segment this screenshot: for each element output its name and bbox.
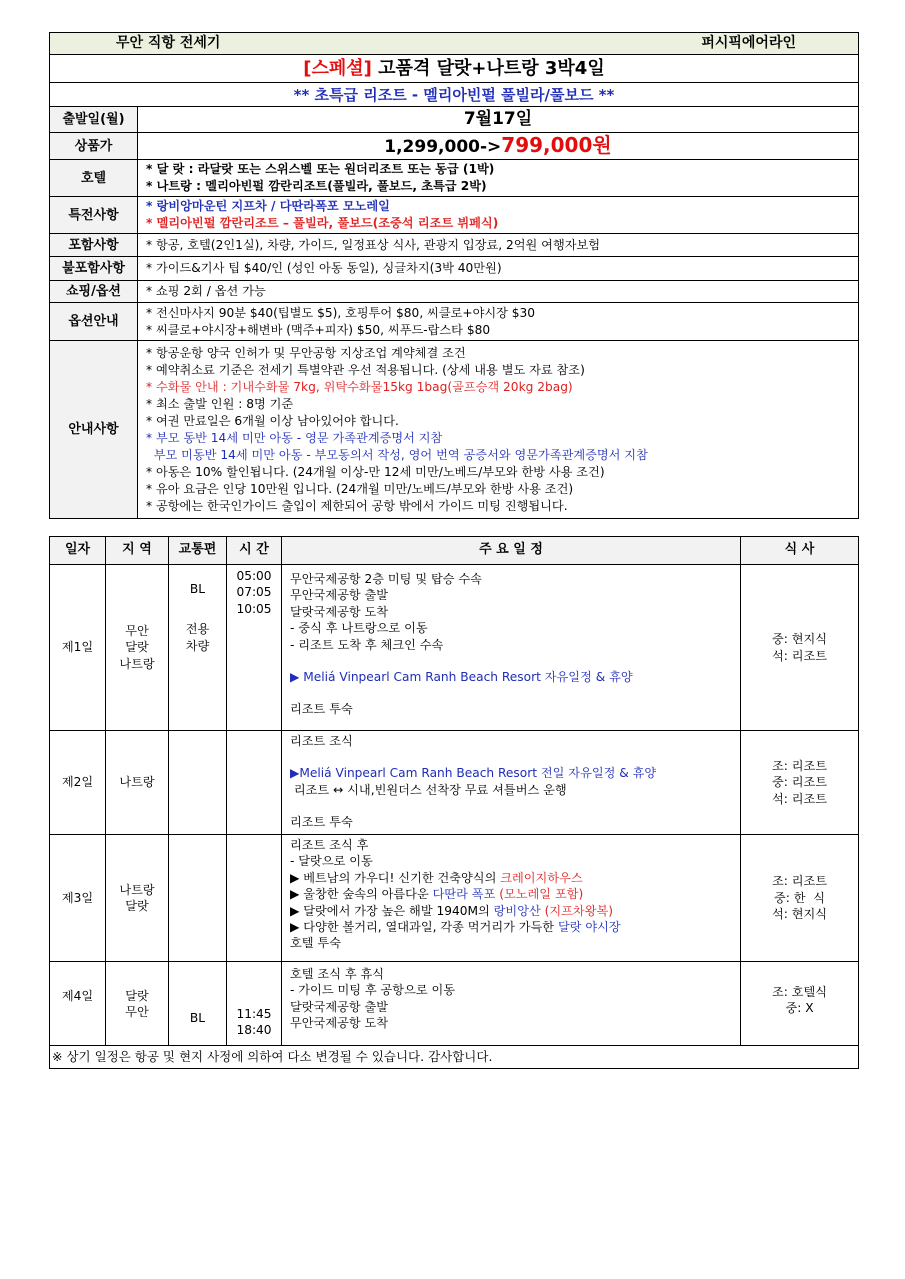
departure-label: 출발일(월)	[50, 107, 138, 133]
hotel-line: * 나트랑 : 멜리아빈펄 깜란리조트(풀빌라, 풀보드, 초특급 2박)	[146, 179, 487, 193]
footer-note: ※ 상기 일정은 항공 및 현지 사정에 의하여 다소 변경될 수 있습니다. 감사합니다.	[50, 1046, 859, 1069]
shopping-value: * 쇼핑 2회 / 옵션 가능	[138, 281, 859, 303]
time-line: 18:40	[236, 1023, 272, 1038]
options-info	[138, 303, 859, 341]
itinerary-table	[49, 536, 859, 1069]
time-line: 05:00	[236, 569, 272, 583]
transport-cell	[169, 731, 227, 835]
notice-line: * 아동은 10% 할인됩니다. (24개월 이상-만 12세 미만/노베드/부모와 한방 사용 조건)	[146, 464, 605, 479]
notice-label: 안내사항	[50, 341, 138, 519]
meal-line: 석: 리조트	[771, 648, 828, 663]
plan-line: 달랏국제공항 출발	[290, 999, 389, 1014]
meal-line: 석: 리조트	[771, 791, 828, 806]
time-cell	[227, 731, 282, 835]
notice-line: * 항공운항 양국 인허가 및 무안공항 지상조업 계약체결 조건	[146, 345, 466, 360]
plan-cell	[282, 565, 741, 731]
plan-highlight: (지프차왕복)	[544, 903, 614, 918]
region-cell	[106, 565, 169, 731]
meal-cell	[741, 565, 859, 731]
transport-cell: BL	[169, 962, 227, 1046]
plan-line: - 가이드 미팅 후 공항으로 이동	[290, 983, 456, 998]
shopping-label: 쇼핑/옵션	[50, 281, 138, 303]
time-line: 10:05	[236, 601, 272, 616]
special-line: * 랑비앙마운틴 지프차 / 다딴라폭포 모노레일	[146, 199, 390, 213]
plan-highlight: 달랏 야시장	[557, 920, 621, 935]
included-value: * 항공, 호텔(2인1실), 차량, 가이드, 일정표상 식사, 관광지 입장료, 2억원 여행자보험	[138, 234, 859, 257]
region-cell: 나트랑	[106, 731, 169, 835]
region-line: 달랏	[125, 989, 149, 1003]
hotel-info	[138, 160, 859, 197]
col-header-meal: 식 사	[741, 537, 859, 565]
plan-line: 달랏국제공항 도착	[290, 604, 389, 619]
plan-highlight: 다딴라 폭포	[432, 887, 500, 902]
meal-line: 중: X	[785, 1001, 814, 1016]
meal-line: 석: 현지식	[771, 907, 828, 922]
region-line: 무안	[125, 1005, 149, 1020]
product-info-table	[49, 32, 859, 519]
excluded-value: * 가이드&기사 팁 $40/인 (성인 아동 동일), 싱글차지(3박 40만원)	[138, 257, 859, 281]
price-old: 1,299,000->	[384, 136, 502, 157]
plan-highlight: 크레이지하우스	[500, 870, 583, 885]
region-line: 무안	[125, 623, 149, 638]
notice-line: * 유아 요금은 인당 10만원 입니다. (24개월 미만/노베드/부모와 한방 사용 조건)	[146, 481, 574, 496]
header-bar	[50, 33, 859, 55]
meal-cell	[741, 835, 859, 962]
notice-info	[138, 341, 859, 519]
plan-text: ▶ 달랏에서 가장 높은 해발 1940M의	[290, 903, 494, 918]
price-new: 799,000원	[501, 132, 612, 157]
plan-line: 리조트 조식 후	[290, 838, 369, 852]
price-label: 상품가	[50, 133, 138, 160]
notice-line: * 부모 동반 14세 미만 아동 - 영문 가족관계증명서 지참	[146, 430, 443, 445]
notice-line: * 수화물 안내 : 기내수화물 7kg, 위탁수화물15kg 1bag(골프승객 20kg 2bag)	[146, 379, 573, 394]
hotel-label: 호텔	[50, 160, 138, 197]
plan-highlight: ▶ Meliá Vinpearl Cam Ranh Beach Resort 자유일정 & 휴양	[290, 670, 633, 685]
region-line: 달랏	[125, 899, 149, 913]
col-header-time: 시 간	[227, 537, 282, 565]
product-subtitle: ** 초특급 리조트 - 멜리아빈펄 풀빌라/풀보드 **	[50, 83, 859, 107]
time-cell	[227, 835, 282, 962]
region-line: 나트랑	[119, 882, 155, 897]
transport-cell	[169, 835, 227, 962]
title-main: 고품격 달랏+나트랑 3박4일	[378, 57, 605, 79]
plan-text: ▶ 울창한 숲속의 아름다운	[290, 887, 433, 902]
option-line: * 씨클로+야시장+해변바 (맥주+피자) $50, 씨푸드-랍스타 $80	[146, 322, 491, 337]
plan-cell	[282, 835, 741, 962]
col-header-day: 일자	[50, 537, 106, 565]
product-title	[50, 55, 859, 83]
meal-line: 조: 리조트	[771, 874, 828, 889]
plan-line: - 리조트 도착 후 체크인 수속	[290, 637, 444, 652]
itinerary-row	[50, 565, 859, 731]
plan-line: 무안국제공항 2층 미팅 및 탑승 수속	[290, 572, 482, 586]
plan-highlight: 랑비앙산	[493, 903, 545, 918]
itinerary-row	[50, 835, 859, 962]
plan-line: 호텔 투숙	[290, 936, 341, 951]
hotel-line: * 달 랏 : 라달랏 또는 스위스벨 또는 원더리조트 또는 동급 (1박)	[146, 162, 495, 176]
col-header-plan: 주 요 일 정	[282, 537, 741, 565]
notice-line: * 공항에는 한국인가이드 출입이 제한되어 공항 밖에서 가이드 미팅 진행됩니다.	[146, 498, 568, 513]
plan-line: 무안국제공항 도착	[290, 1016, 389, 1031]
plan-cell	[282, 962, 741, 1046]
day-cell: 제3일	[50, 835, 106, 962]
special-label: 특전사항	[50, 197, 138, 234]
region-cell	[106, 835, 169, 962]
itinerary-row	[50, 962, 859, 1046]
meal-line: 중: 현지식	[771, 632, 828, 647]
notice-line: * 여권 만료일은 6개월 이상 남아있어야 합니다.	[146, 413, 399, 428]
region-line: 달랏	[125, 640, 149, 655]
region-line: 나트랑	[119, 656, 155, 671]
transport-line: 전용	[185, 622, 210, 637]
meal-cell	[741, 731, 859, 835]
time-cell	[227, 565, 282, 731]
day-cell: 제2일	[50, 731, 106, 835]
time-line: 11:45	[236, 1007, 272, 1021]
departure-date: 7월17일	[138, 107, 859, 133]
itinerary-row	[50, 731, 859, 835]
day-cell: 제4일	[50, 962, 106, 1046]
transport-cell	[169, 565, 227, 731]
plan-line: 리조트 ↔ 시내,빈원더스 선착장 무료 셔틀버스 운행	[290, 782, 567, 797]
meal-cell	[741, 962, 859, 1046]
option-line: * 전신마사지 90분 $40(팁별도 $5), 호핑투어 $80, 씨클로+야시장 $30	[146, 305, 536, 320]
time-line: 07:05	[236, 585, 272, 600]
plan-line: 호텔 조식 후 휴식	[290, 967, 385, 981]
plan-line: - 달랏으로 이동	[290, 854, 373, 869]
meal-line: 조: 호텔식	[771, 985, 828, 999]
special-info	[138, 197, 859, 234]
title-tag: [스페셜]	[303, 57, 372, 79]
plan-text: ▶ 다양한 볼거리, 열대과일, 각종 먹거리가 가득한	[290, 920, 558, 935]
notice-line: * 최소 출발 인원 : 8명 기준	[146, 396, 294, 411]
transport-line: BL	[189, 582, 206, 596]
meal-line: 중: 한 식	[773, 890, 826, 905]
plan-cell	[282, 731, 741, 835]
region-cell	[106, 962, 169, 1046]
plan-line	[290, 903, 734, 919]
included-label: 포함사항	[50, 234, 138, 257]
plan-line: 리조트 조식	[290, 734, 353, 748]
time-cell	[227, 962, 282, 1046]
price-value	[138, 133, 859, 160]
plan-line	[290, 886, 734, 902]
header-left: 무안 직항 전세기	[116, 35, 221, 51]
plan-line	[290, 870, 734, 886]
plan-line: 리조트 투숙	[290, 702, 353, 717]
notice-line: 부모 미동반 14세 미만 아동 - 부모동의서 작성, 영어 번역 공증서와 영문가족관계증명서 지참	[146, 447, 648, 462]
day-cell: 제1일	[50, 565, 106, 731]
special-line: * 멜리아빈펄 깜란리조트 – 풀빌라, 풀보드(조중석 리조트 뷔페식)	[146, 216, 499, 230]
header-right: 퍼시픽에어라인	[701, 35, 796, 51]
plan-text: ▶ 베트남의 가우디! 신기한 건축양식의	[290, 870, 501, 885]
col-header-transport: 교통편	[169, 537, 227, 565]
plan-highlight: ▶Meliá Vinpearl Cam Ranh Beach Resort 전일 자유일정 & 휴양	[290, 766, 657, 781]
col-header-region: 지 역	[106, 537, 169, 565]
plan-line	[290, 919, 734, 935]
notice-line: * 예약취소료 기준은 전세기 특별약관 우선 적용됩니다. (상세 내용 별도 자료 참조)	[146, 362, 585, 377]
options-label: 옵션안내	[50, 303, 138, 341]
meal-line: 조: 리조트	[771, 758, 828, 773]
plan-line: 리조트 투숙	[290, 815, 353, 830]
excluded-label: 불포함사항	[50, 257, 138, 281]
meal-line: 중: 리조트	[771, 775, 828, 790]
plan-line: 무안국제공항 출발	[290, 588, 389, 603]
plan-highlight: (모노레일 포함)	[499, 887, 584, 902]
transport-line: 차량	[185, 638, 210, 653]
plan-line: - 중식 후 나트랑으로 이동	[290, 621, 428, 636]
